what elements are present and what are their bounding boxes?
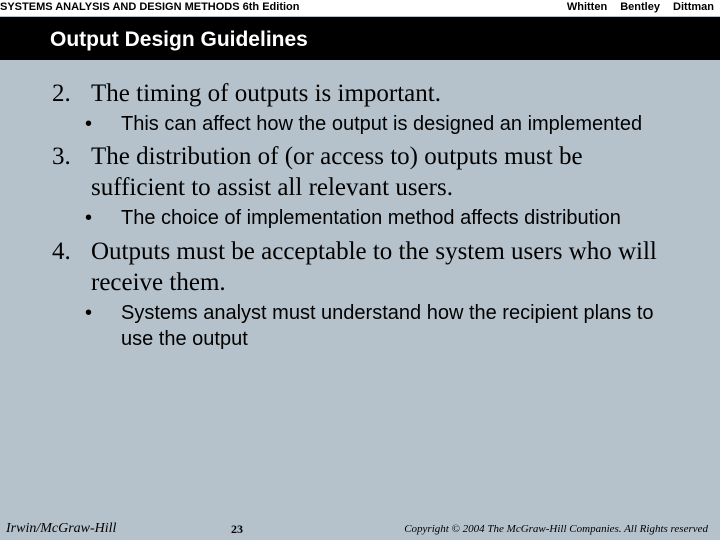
book-title: [0, 0, 299, 16]
numbered-item: [0, 78, 720, 109]
slide-title: Output Design Guidelines: [50, 28, 308, 51]
sub-bullet: [0, 205, 720, 231]
item-number: 3.: [52, 143, 71, 170]
author-name: Dittman: [673, 1, 714, 13]
book-title-text: SYSTEMS ANALYSIS AND DESIGN METHODS: [0, 1, 240, 13]
numbered-item: [0, 236, 720, 298]
authors: [557, 0, 714, 16]
sub-bullet-text: The choice of implementation method affects distribution: [121, 207, 621, 229]
sub-bullet: [0, 300, 720, 352]
bullet-icon: •: [85, 302, 93, 324]
sub-bullet-text: This can affect how the output is designed an implemented: [121, 113, 643, 135]
sub-bullet: [0, 111, 720, 137]
item-text: The distribution of (or access to) outputs must be sufficient to assist all relevant users.: [91, 143, 583, 201]
bullet-icon: •: [85, 113, 93, 135]
top-header-bar: [0, 0, 720, 16]
author-name: Bentley: [620, 1, 660, 13]
item-number: 4.: [52, 238, 71, 265]
copyright-notice: Copyright © 2004 The McGraw-Hill Companies. All Rights reserved: [404, 523, 708, 535]
item-text: The timing of outputs is important.: [91, 80, 441, 107]
publisher-label: Irwin/McGraw-Hill: [6, 521, 117, 536]
bullet-icon: •: [85, 207, 93, 229]
page-number: 23: [231, 522, 243, 536]
sub-bullet-text: Systems analyst must understand how the recipient plans to use the output: [121, 302, 654, 350]
numbered-item: [0, 141, 720, 203]
book-edition: 6th Edition: [242, 1, 300, 13]
item-number: 2.: [52, 80, 71, 107]
item-text: Outputs must be acceptable to the system users who will receive them.: [91, 238, 657, 296]
author-name: Whitten: [566, 1, 608, 13]
